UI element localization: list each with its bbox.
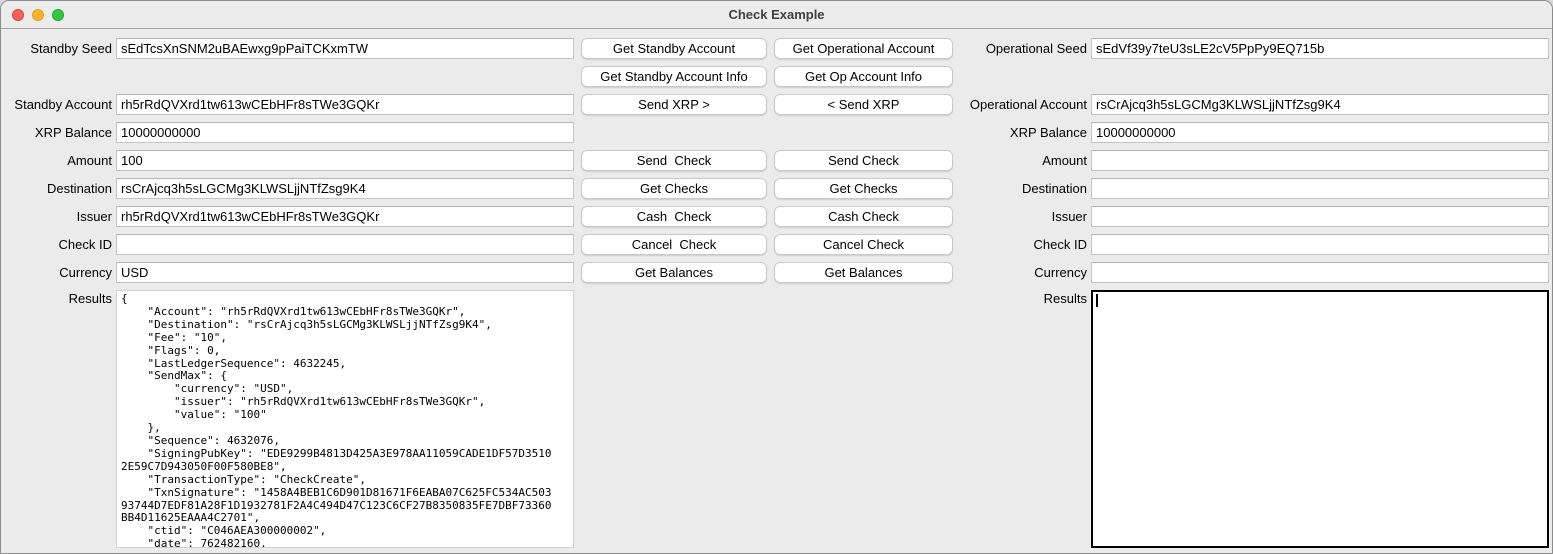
row-seed (9, 38, 1552, 59)
standby-account-label: Standby Account (14, 97, 112, 112)
row-checkid (9, 234, 1552, 255)
row-account-info (9, 66, 1552, 87)
standby-destination-input[interactable] (116, 178, 574, 199)
window-title: Check Example (728, 7, 825, 22)
get-op-account-info-button[interactable]: Get Op Account Info (774, 66, 953, 87)
traffic-lights (12, 9, 64, 21)
operational-results-textarea[interactable] (1091, 290, 1549, 548)
standby-amount-label: Amount (67, 153, 112, 168)
standby-checkid-input[interactable] (116, 234, 574, 255)
operational-cash-check-button[interactable]: Cash Check (774, 206, 953, 227)
get-standby-account-button[interactable]: Get Standby Account (581, 38, 767, 59)
standby-account-input[interactable] (116, 94, 574, 115)
operational-checkid-label: Check ID (1033, 237, 1087, 252)
operational-balance-input[interactable] (1091, 122, 1549, 143)
send-xrp-right-button[interactable]: Send XRP > (581, 94, 767, 115)
get-operational-account-button[interactable]: Get Operational Account (774, 38, 953, 59)
standby-currency-label: Currency (59, 265, 112, 280)
operational-get-balances-button[interactable]: Get Balances (774, 262, 953, 283)
standby-get-balances-button[interactable]: Get Balances (581, 262, 767, 283)
operational-currency-label: Currency (1034, 265, 1087, 280)
text-cursor (1096, 294, 1098, 307)
titlebar[interactable] (1, 1, 1552, 29)
standby-cash-check-button[interactable]: Cash Check (581, 206, 767, 227)
operational-cancel-check-button[interactable]: Cancel Check (774, 234, 953, 255)
row-issuer (9, 206, 1552, 227)
close-button[interactable] (12, 9, 24, 21)
operational-results-label: Results (1043, 291, 1087, 306)
form-content (1, 29, 1552, 548)
operational-balance-label: XRP Balance (1009, 125, 1087, 140)
standby-currency-input[interactable] (116, 262, 574, 283)
row-account (9, 94, 1552, 115)
standby-results-label: Results (68, 291, 112, 306)
minimize-button[interactable] (32, 9, 44, 21)
operational-seed-input[interactable] (1091, 38, 1549, 59)
standby-balance-label: XRP Balance (34, 125, 112, 140)
operational-destination-input[interactable] (1091, 178, 1549, 199)
operational-issuer-label: Issuer (1051, 209, 1087, 224)
operational-currency-input[interactable] (1091, 262, 1549, 283)
row-results (9, 290, 1552, 548)
operational-get-checks-button[interactable]: Get Checks (774, 178, 953, 199)
operational-account-input[interactable] (1091, 94, 1549, 115)
operational-seed-label: Operational Seed (985, 41, 1087, 56)
standby-cancel-check-button[interactable]: Cancel Check (581, 234, 767, 255)
standby-balance-input[interactable] (116, 122, 574, 143)
standby-checkid-label: Check ID (58, 237, 112, 252)
operational-send-check-button[interactable]: Send Check (774, 150, 953, 171)
operational-destination-label: Destination (1021, 181, 1087, 196)
zoom-button[interactable] (52, 9, 64, 21)
standby-issuer-label: Issuer (76, 209, 112, 224)
standby-get-checks-button[interactable]: Get Checks (581, 178, 767, 199)
row-destination (9, 178, 1552, 199)
standby-seed-input[interactable] (116, 38, 574, 59)
operational-amount-input[interactable] (1091, 150, 1549, 171)
send-xrp-left-button[interactable]: < Send XRP (774, 94, 953, 115)
row-currency (9, 262, 1552, 283)
operational-checkid-input[interactable] (1091, 234, 1549, 255)
row-balance (9, 122, 1552, 143)
standby-destination-label: Destination (46, 181, 112, 196)
standby-seed-label: Standby Seed (30, 41, 112, 56)
operational-amount-label: Amount (1042, 153, 1087, 168)
operational-results-wrap (1091, 290, 1549, 548)
get-standby-account-info-button[interactable]: Get Standby Account Info (581, 66, 767, 87)
row-amount (9, 150, 1552, 171)
operational-account-label: Operational Account (969, 97, 1087, 112)
operational-issuer-input[interactable] (1091, 206, 1549, 227)
standby-results-textarea[interactable] (116, 290, 574, 548)
standby-issuer-input[interactable] (116, 206, 574, 227)
standby-send-check-button[interactable]: Send Check (581, 150, 767, 171)
standby-amount-input[interactable] (116, 150, 574, 171)
